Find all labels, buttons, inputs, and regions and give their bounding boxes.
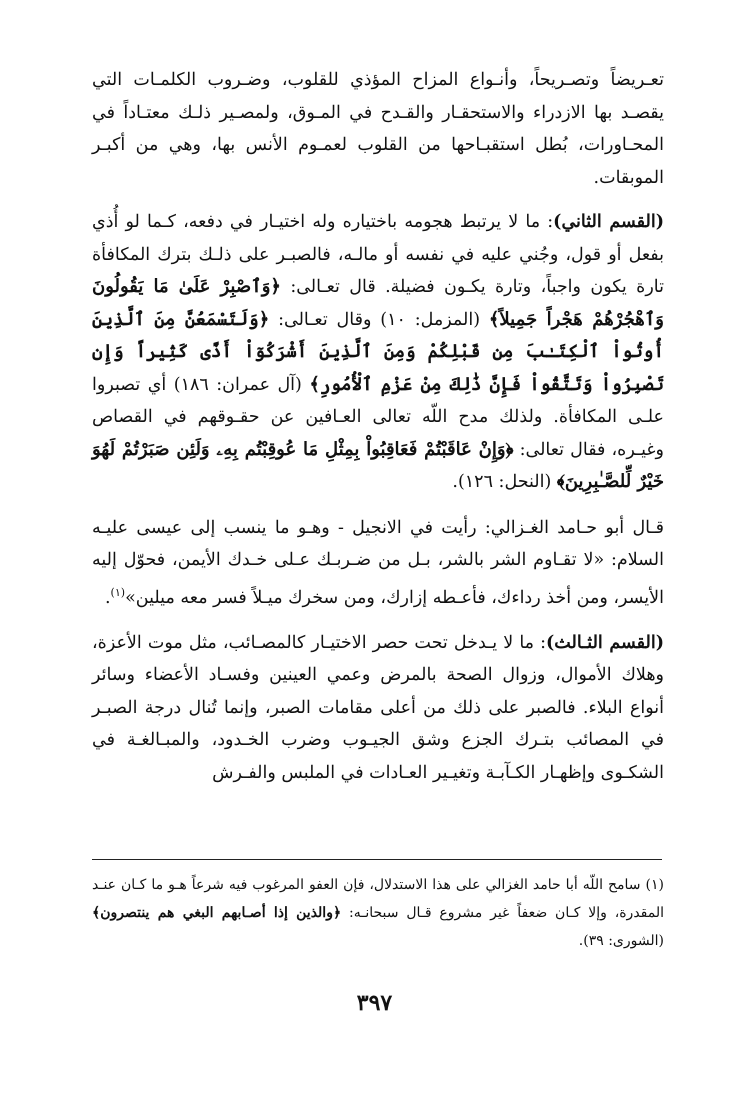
paragraph-1-text: تعـريضاً وتصـريحاً، وأنـواع المزاح المؤذي للقلوب، وضـروب الكلمـات التي يقصـد بها الازدراء والاستحقـار والقـدح في المـوق، ولمصـير ذلـك معتـاداً في المحـاورات، بُطل استقبـاحها من القلوب لعمـوم الأنس بها، وهي من أكبـر الموبقات. bbox=[92, 70, 664, 188]
paragraph-4 bbox=[92, 627, 664, 790]
footnote-text: سامح اللّه أبا حامد الغزالي على هذا الاستدلال، فإن العفو المرغوب فيه شرعاً هـو ما كـان عنـد المقدرة، وإلا كـان ضعفاً غير مشروع قـال سبحانـه: bbox=[92, 877, 664, 921]
paragraph-2-text-c: (آل عمران: ١٨٦) أي تصبروا علـى المكافأة. ولذلك مدح اللّه تعالى العـافين عن حقـوقهم في القصاص وغيـره، فقال تعالى: bbox=[92, 374, 664, 460]
footnote-divider bbox=[92, 859, 662, 860]
footnote-reference: (١) bbox=[110, 585, 126, 599]
footnote-1 bbox=[92, 871, 664, 955]
page-number: ٣٩٧ bbox=[356, 990, 393, 1016]
quran-verse-nahl: ﴿وَإِنْ عَاقَبْتُمْ فَعَاقِبُواْ بِمِثْلِ مَا عُوقِبْتُم بِهِۦ وَلَئِن صَبَرْتُمْ لَهُوَ خَيْرٌ لِّلصَّـٰبِرِينَ﴾ bbox=[92, 438, 664, 492]
quran-verse-al-imran: ﴿وَلَتَسْمَعُنَّ مِنَ ٱلَّذِينَ أُوتُواْ ٱلْكِتَـٰبَ مِن قَبْلِكُمْ وَمِنَ ٱلَّذِينَ أَشْرَكُوٓاْ أَذًى كَثِيراً وَإِن تَصْبِرُواْ وَتَتَّقُواْ فَإِنَّ ذَٰلِكَ مِنْ عَزْمِ ٱلْأُمُورِ﴾ bbox=[92, 308, 665, 395]
paragraph-2-text-b: (المزمل: ١٠) وقال تعـالى: bbox=[269, 309, 489, 330]
footnote-ref: (الشورى: ٣٩). bbox=[578, 933, 664, 949]
paragraph-3 bbox=[92, 512, 664, 614]
paragraph-4-text: : ما لا يـدخل تحت حصر الاختيـار كالمصـائب، مثل موت الأعزة، وهلاك الأموال، وزوال الصحة بالمرض وعمي العينين وفسـاد الأعضاء وسائر أنواع البلاء. فالصبر على ذلك من أعلى مقامات الصبر، وإنما تُنال درجة الصبـر في المصائب بتـرك الجزع وشق الجيـوب وضرب الخـدود، والمبـالغـة في الشكـوى وإظهـار الكـآبـة وتغيـير العـادات في الملبس والفـرش bbox=[92, 632, 664, 783]
section-two-label: (القسم الثاني) bbox=[553, 212, 664, 232]
footnote-quran: ﴿والذين إذا أصـابهم البغي هم ينتصرون﴾ bbox=[92, 905, 342, 921]
section-three-label: (القسم الثـالث) bbox=[546, 632, 664, 653]
paragraph-2 bbox=[92, 206, 664, 499]
main-text bbox=[92, 64, 664, 789]
paragraph-2-text-d: (النحل: ١٢٦). bbox=[452, 472, 557, 492]
paragraph-3-end: . bbox=[104, 587, 111, 608]
paragraph-3-text: قـال أبو حـامد الغـزالي: رأيت في الانجيل - وهـو ما ينسب إلى عيسى عليـه السلام: «لا تقـاوم الشر بالشر، بـل من ضـربـك عـلى خـدك الأيمن، فحوّل إليه الأيسر، ومن أخذ رداءك، فأعـطه إزارك، ومن سخرك ميـلاً فسر معه ميلين» bbox=[92, 517, 664, 608]
quran-verse-muzzammil: ﴿وَٱصْبِرْ عَلَىٰ مَا يَقُولُونَ وَٱهْجُرْهُمْ هَجْراً جَمِيلاً﴾ bbox=[92, 276, 664, 330]
footnote-marker: (١) bbox=[645, 877, 664, 893]
footnotes bbox=[92, 871, 664, 955]
paragraph-1 bbox=[92, 64, 664, 194]
paragraph-2-text-a: : ما لا يرتبط هجومه باختياره وله اختيـار في دفعه، كـما لو أُذي بفعل أو قول، وجُني عليه في نفسه أو مالـه، فالصبـر على ذلـك بترك المكافأة تارة يكون واجباً، وتارة يكـون فضيلة. قال تعـالى: bbox=[92, 212, 665, 297]
